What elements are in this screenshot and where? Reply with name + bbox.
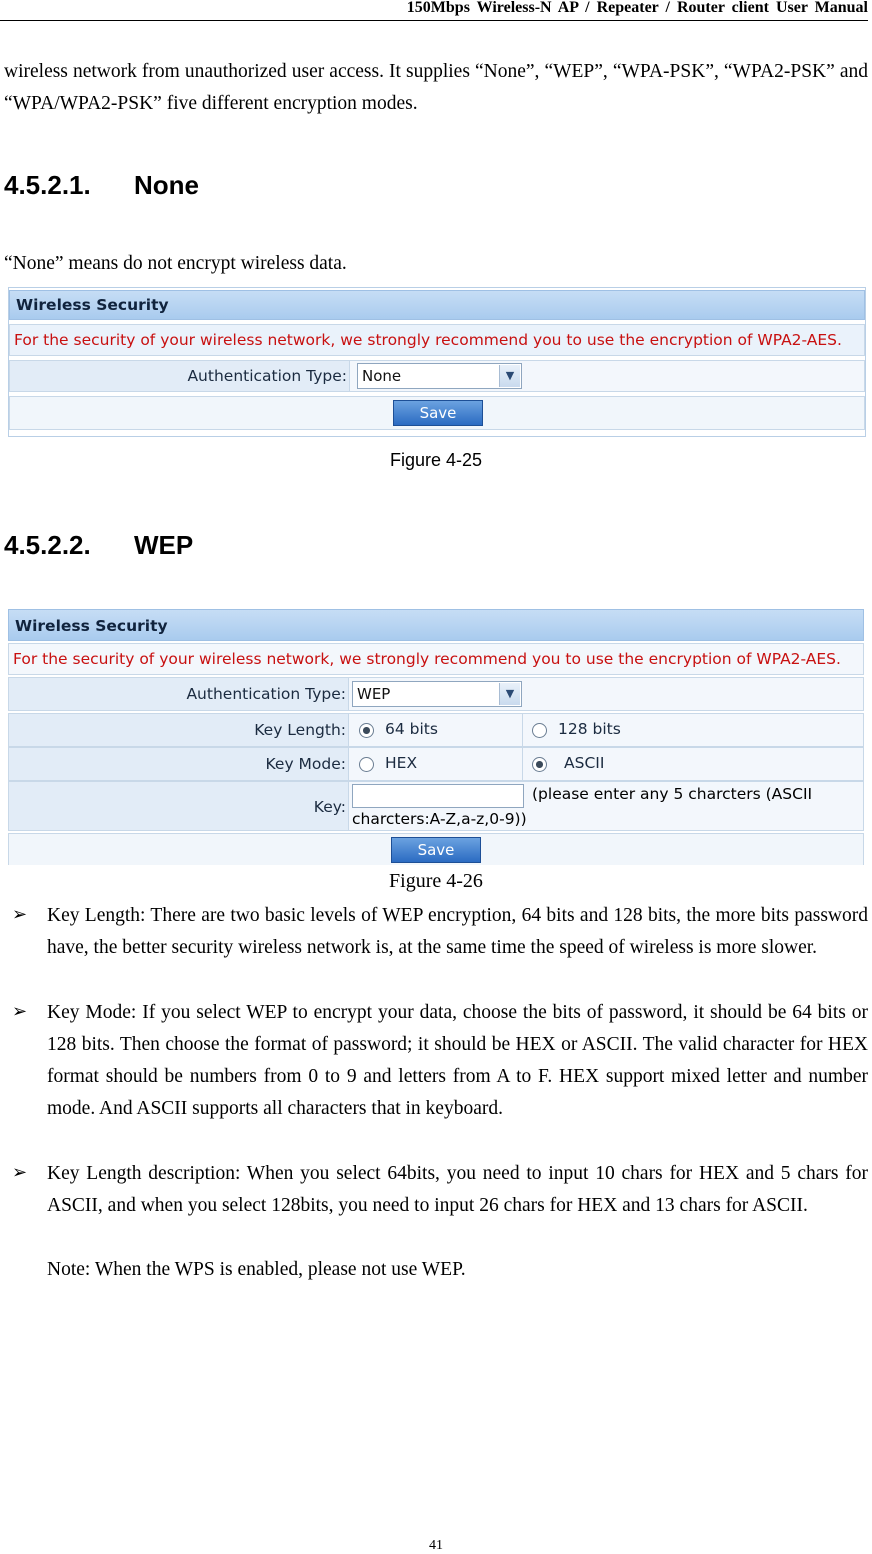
panel-title: Wireless Security — [8, 609, 864, 641]
section-heading-wep — [4, 530, 193, 560]
radio-unselected-icon[interactable] — [359, 757, 374, 772]
save-row — [8, 833, 864, 865]
auth-type-row — [9, 360, 865, 392]
bullet-marker: ➢ — [12, 1001, 28, 1022]
key-mode-option-hex[interactable] — [350, 748, 523, 780]
list-item: Key Length: There are two basic levels of WEP encryption, 64 bits and 128 bits, the more bits password have, the better security wireless network is, at the same time the speed of wireless is more slower. — [47, 905, 868, 958]
key-length-row — [8, 713, 864, 747]
radio-selected-icon[interactable] — [532, 757, 547, 772]
key-mode-label: Key Mode: — [9, 748, 349, 780]
auth-type-value: None — [362, 367, 402, 385]
section-number: 4.5.2.2. — [4, 530, 91, 560]
wireless-security-panel-none — [8, 287, 866, 437]
radio-selected-icon[interactable] — [359, 723, 374, 738]
figure-caption: Figure 4-26 — [389, 870, 483, 892]
save-button[interactable]: Save — [391, 837, 481, 863]
auth-type-select[interactable] — [357, 363, 522, 389]
key-mode-row — [8, 747, 864, 781]
key-label: Key: — [9, 782, 349, 830]
bullet-marker: ➢ — [12, 1162, 28, 1183]
key-length-64-label: 64 bits — [385, 720, 438, 738]
auth-type-label: Authentication Type: — [10, 361, 350, 391]
section-number: 4.5.2.1. — [4, 170, 91, 200]
save-row — [9, 396, 865, 430]
section-title: WEP — [134, 530, 194, 560]
key-mode-ascii-label: ASCII — [564, 754, 605, 772]
key-mode-hex-label: HEX — [385, 754, 418, 772]
figure-caption: Figure 4-25 — [389, 450, 483, 470]
section-title: None — [134, 170, 199, 200]
key-length-option-64[interactable] — [350, 714, 523, 746]
none-description: “None” means do not encrypt wireless data. — [4, 253, 347, 274]
list-item: Key Length description: When you select 64bits, you need to input 10 chars for HEX and 5 chars for ASCII, and when you select 128bits, you need to input 26 chars for HEX and 13 chars for ASCII. — [47, 1163, 868, 1216]
save-button[interactable]: Save — [393, 400, 483, 426]
note-text: Note: When the WPS is enabled, please not use WEP. — [47, 1259, 466, 1280]
wireless-security-panel-wep — [8, 607, 866, 865]
key-mode-option-ascii[interactable] — [523, 748, 863, 780]
page-header: 150Mbps Wireless-N AP / Repeater / Router client User Manual — [0, 0, 868, 21]
bullet-marker: ➢ — [12, 904, 28, 925]
key-hint-line2: charcters:A-Z,a-z,0-9)) — [352, 810, 527, 828]
key-hint-line1: (please enter any 5 charcters (ASCII — [532, 785, 813, 803]
intro-paragraph: wireless network from unauthorized user access. It supplies “None”, “WEP”, “WPA-PSK”, “WPA2-PSK” and “WPA/WPA2-PSK” five different encryption modes. — [4, 61, 868, 114]
key-length-label: Key Length: — [9, 714, 349, 746]
key-length-option-128[interactable] — [523, 714, 863, 746]
radio-unselected-icon[interactable] — [532, 723, 547, 738]
key-row — [8, 781, 864, 831]
panel-title: Wireless Security — [9, 290, 865, 320]
list-item: Key Mode: If you select WEP to encrypt your data, choose the bits of password, it should be 64 bits or 128 bits. Then choose the format of password; it should be HEX or ASCII. The valid character for HEX format should be numbers from 0 to 9 and letters from A to F. HEX support mixed letter and number mode. And ASCII supports all characters that in keyboard. — [47, 1002, 868, 1119]
auth-type-row — [8, 677, 864, 711]
chevron-down-icon: ▼ — [499, 365, 520, 387]
auth-type-select[interactable] — [352, 681, 522, 707]
chevron-down-icon: ▼ — [499, 683, 520, 705]
auth-type-label: Authentication Type: — [9, 678, 349, 710]
page-number: 41 — [429, 1538, 443, 1553]
key-length-128-label: 128 bits — [558, 720, 621, 738]
security-warning: For the security of your wireless network, we strongly recommend you to use the encryption of WPA2-AES. — [8, 643, 864, 675]
auth-type-value: WEP — [357, 685, 391, 703]
security-warning: For the security of your wireless network, we strongly recommend you to use the encryption of WPA2-AES. — [9, 324, 865, 356]
key-input[interactable] — [352, 784, 524, 808]
section-heading-none — [4, 170, 199, 200]
